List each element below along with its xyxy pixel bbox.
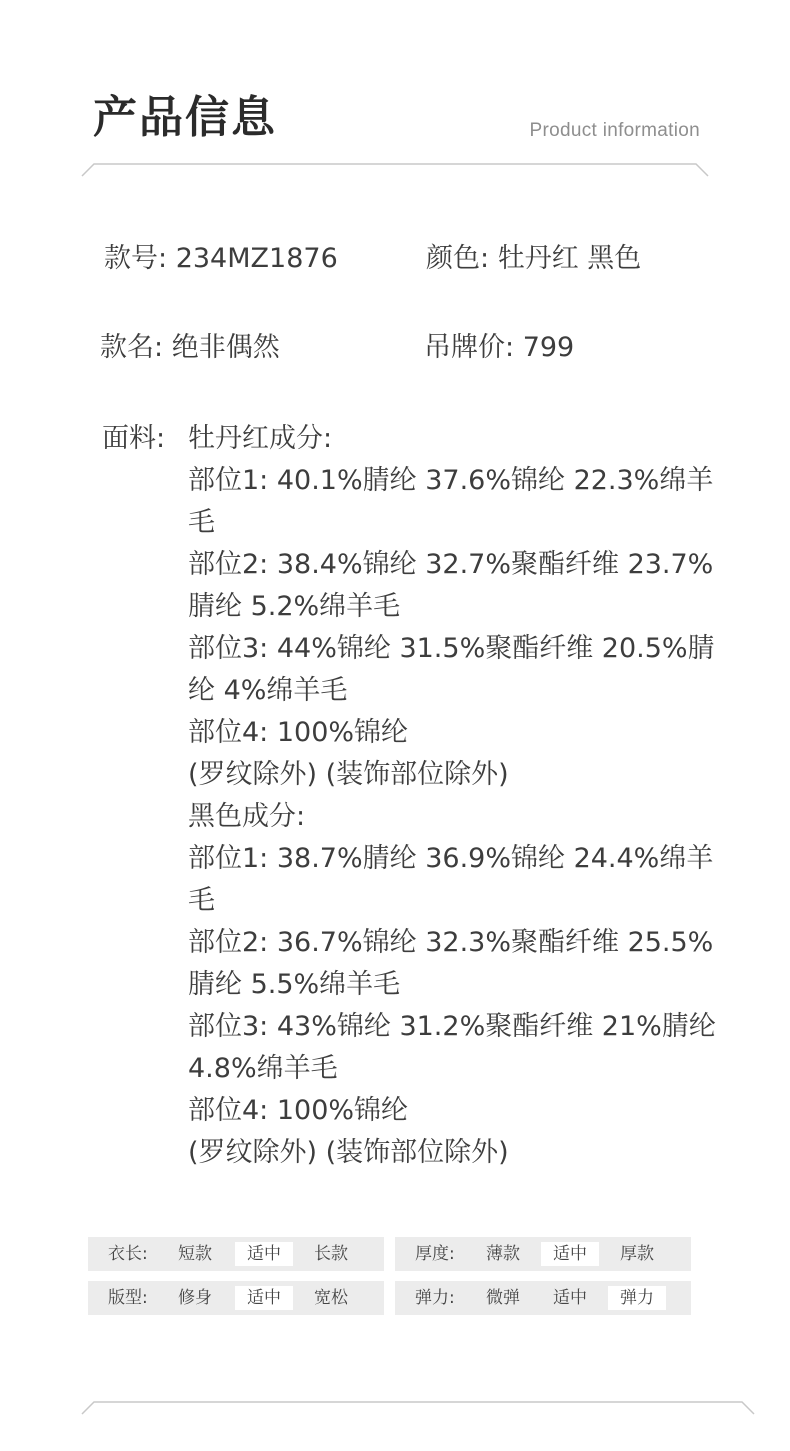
price-row	[424, 330, 574, 366]
spec-fit	[88, 1281, 384, 1315]
color-label: 颜色:	[426, 243, 490, 274]
spec-length-option-medium-selected: 适中	[235, 1242, 293, 1266]
color-row	[426, 241, 641, 277]
spec-thickness-option-thin: 薄款	[486, 1244, 520, 1264]
composition-line: 纶 4%绵羊毛	[188, 675, 348, 706]
composition-line: 部位1: 40.1%腈纶 37.6%锦纶 22.3%绵羊	[188, 465, 714, 496]
spec-elasticity-option-stretch-selected: 弹力	[608, 1286, 666, 1310]
page-title: 产品信息	[93, 92, 277, 143]
style-name-label: 款名:	[100, 332, 164, 363]
composition-line: 黑色成分:	[188, 801, 306, 832]
style-name-row	[100, 330, 280, 366]
fabric-composition	[188, 418, 728, 1174]
spec-length-label: 衣长:	[108, 1244, 148, 1264]
spec-elasticity-label: 弹力:	[415, 1288, 455, 1308]
composition-line: (罗纹除外) (装饰部位除外)	[188, 759, 509, 790]
composition-line: 部位2: 36.7%锦纶 32.3%聚酯纤维 25.5%	[188, 927, 714, 958]
composition-line: 毛	[188, 885, 215, 916]
spec-thickness	[395, 1237, 691, 1271]
style-number-label: 款号:	[104, 243, 168, 274]
composition-line: 部位2: 38.4%锦纶 32.7%聚酯纤维 23.7%	[188, 549, 714, 580]
spec-length-option-short: 短款	[178, 1244, 212, 1264]
composition-line: 部位3: 44%锦纶 31.5%聚酯纤维 20.5%腈	[188, 633, 715, 664]
spec-thickness-option-thick: 厚款	[620, 1244, 654, 1264]
composition-line: 腈纶 5.5%绵羊毛	[188, 969, 401, 1000]
composition-line: 部位3: 43%锦纶 31.2%聚酯纤维 21%腈纶	[188, 1011, 716, 1042]
spec-elasticity-option-medium: 适中	[553, 1288, 587, 1308]
fabric-label: 面料:	[102, 423, 166, 454]
composition-line: 毛	[188, 507, 215, 538]
composition-line: 部位4: 100%锦纶	[188, 1095, 409, 1126]
spec-length-option-long: 长款	[314, 1244, 348, 1264]
style-number-row	[104, 241, 338, 277]
color-value: 牡丹红 黑色	[497, 243, 642, 274]
composition-line: (罗纹除外) (装饰部位除外)	[188, 1137, 509, 1168]
bottom-divider	[0, 1398, 790, 1418]
spec-length	[88, 1237, 384, 1271]
spec-fit-option-loose: 宽松	[314, 1288, 348, 1308]
composition-line: 牡丹红成分:	[188, 423, 333, 454]
composition-line: 部位1: 38.7%腈纶 36.9%锦纶 24.4%绵羊	[188, 843, 714, 874]
style-number-value: 234MZ1876	[175, 243, 338, 274]
composition-line: 部位4: 100%锦纶	[188, 717, 409, 748]
spec-fit-option-medium-selected: 适中	[235, 1286, 293, 1310]
spec-fit-option-slim: 修身	[178, 1288, 212, 1308]
composition-line: 腈纶 5.2%绵羊毛	[188, 591, 401, 622]
spec-elasticity	[395, 1281, 691, 1315]
composition-line: 4.8%绵羊毛	[188, 1053, 338, 1084]
top-divider	[0, 160, 790, 180]
style-name-value: 绝非偶然	[171, 332, 280, 363]
spec-elasticity-option-slight: 微弹	[486, 1288, 520, 1308]
price-value: 799	[522, 332, 575, 363]
price-label: 吊牌价:	[424, 332, 515, 363]
spec-thickness-label: 厚度:	[415, 1244, 455, 1264]
page-subtitle: Product information	[529, 120, 700, 141]
spec-thickness-option-medium-selected: 适中	[541, 1242, 599, 1266]
spec-fit-label: 版型:	[108, 1288, 148, 1308]
